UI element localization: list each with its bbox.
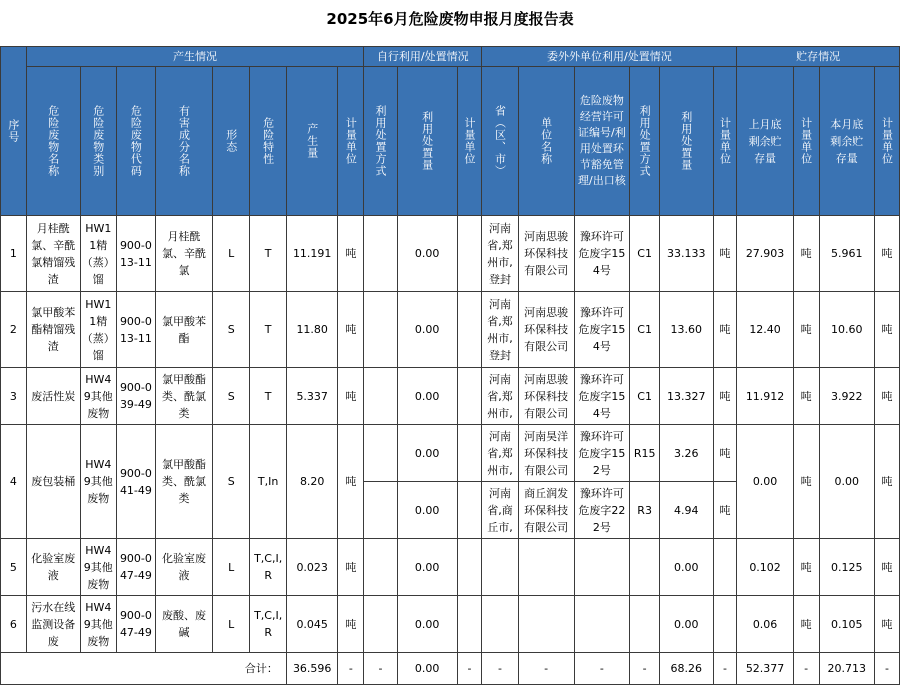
cell-waste-code: 900-047-49 [116, 596, 155, 653]
cell-cur-unit: 吨 [874, 292, 899, 368]
header-self-amount: 利用处置量 [397, 67, 457, 216]
cell-prev-unit: 吨 [793, 539, 819, 596]
cell-out-unit [713, 539, 737, 596]
cell-seq: 4 [1, 425, 27, 539]
cell-unit: 吨 [338, 292, 364, 368]
header-seq: 序号 [1, 47, 27, 216]
cell-company: 商丘润发环保科技有限公司 [518, 482, 574, 539]
cell-province: 河南省,商丘市, [482, 482, 518, 539]
cell-cur-stock: 5.961 [819, 216, 874, 292]
header-prev-unit: 计量单位 [793, 67, 819, 216]
cell-amount: 0.045 [286, 596, 338, 653]
cell-cur-unit: 吨 [874, 425, 899, 539]
cell-self-unit [457, 368, 482, 425]
cell-company [518, 596, 574, 653]
cell-waste-category: HW49其他废物 [80, 539, 116, 596]
cell-cur-stock: 0.105 [819, 596, 874, 653]
header-form: 形态 [213, 67, 250, 216]
cell-self-method [364, 368, 397, 425]
header-company: 单位名称 [518, 67, 574, 216]
total-license: - [574, 653, 630, 685]
cell-unit: 吨 [338, 539, 364, 596]
header-production: 产生情况 [26, 47, 363, 67]
cell-out-unit: 吨 [713, 368, 737, 425]
cell-license: 豫环许可危废字154号 [574, 368, 630, 425]
total-unit: - [338, 653, 364, 685]
header-cur-stock: 本月底剩余贮存量 [819, 67, 874, 216]
cell-hazard: T,In [250, 425, 287, 539]
cell-province [482, 596, 518, 653]
header-hazard: 危险特性 [250, 67, 287, 216]
total-out-method: - [630, 653, 660, 685]
report-table [0, 46, 900, 685]
cell-waste-name: 氯甲酸苯酯精馏残渣 [26, 292, 80, 368]
cell-cur-stock: 10.60 [819, 292, 874, 368]
header-harmful: 有害成分名称 [156, 67, 213, 216]
cell-amount: 11.80 [286, 292, 338, 368]
cell-self-amount: 0.00 [397, 596, 457, 653]
cell-cur-stock: 0.00 [819, 425, 874, 539]
cell-hazard: T,C,I,R [250, 539, 287, 596]
cell-form: L [213, 216, 250, 292]
cell-self-method [364, 596, 397, 653]
cell-out-method [630, 596, 660, 653]
cell-cur-unit: 吨 [874, 596, 899, 653]
cell-self-method [364, 216, 397, 292]
cell-seq: 3 [1, 368, 27, 425]
header-waste-code: 危险废物代码 [116, 67, 155, 216]
cell-license: 豫环许可危废字152号 [574, 425, 630, 482]
cell-out-unit: 吨 [713, 482, 737, 539]
cell-amount: 11.191 [286, 216, 338, 292]
cell-unit: 吨 [338, 216, 364, 292]
cell-cur-unit: 吨 [874, 216, 899, 292]
cell-waste-name: 污水在线监测设备废 [26, 596, 80, 653]
cell-waste-code: 900-013-11 [116, 292, 155, 368]
cell-self-amount: 0.00 [397, 292, 457, 368]
cell-self-amount: 0.00 [397, 425, 457, 482]
cell-amount: 0.023 [286, 539, 338, 596]
cell-self-unit [457, 216, 482, 292]
header-province: 省（区、市） [482, 67, 518, 216]
cell-out-amount: 3.26 [660, 425, 714, 482]
cell-unit: 吨 [338, 596, 364, 653]
cell-prev-stock: 11.912 [737, 368, 793, 425]
cell-waste-category: HW49其他废物 [80, 596, 116, 653]
cell-self-amount: 0.00 [397, 368, 457, 425]
total-out-amount: 68.26 [660, 653, 714, 685]
cell-self-unit [457, 539, 482, 596]
cell-waste-code: 900-041-49 [116, 425, 155, 539]
cell-out-method: C1 [630, 368, 660, 425]
cell-seq: 5 [1, 539, 27, 596]
header-outsource: 委外外单位利用/处置情况 [482, 47, 737, 67]
cell-province [482, 539, 518, 596]
total-row [1, 653, 900, 685]
total-prev-stock: 52.377 [737, 653, 793, 685]
cell-cur-stock: 3.922 [819, 368, 874, 425]
total-self-amount: 0.00 [397, 653, 457, 685]
cell-harmful: 氯甲酸酯类、酰氯类 [156, 425, 213, 539]
cell-license: 豫环许可危废字154号 [574, 292, 630, 368]
cell-self-method [364, 292, 397, 368]
table-row [1, 292, 900, 368]
header-group-row [1, 47, 900, 67]
cell-form: L [213, 539, 250, 596]
total-province: - [482, 653, 518, 685]
cell-form: L [213, 596, 250, 653]
cell-self-unit [457, 596, 482, 653]
cell-company: 河南昊洋环保科技有限公司 [518, 425, 574, 482]
cell-license: 豫环许可危废字222号 [574, 482, 630, 539]
cell-waste-name: 废活性炭 [26, 368, 80, 425]
total-out-unit: - [713, 653, 737, 685]
cell-self-unit [457, 425, 482, 482]
cell-self-amount: 0.00 [397, 539, 457, 596]
cell-self-method [364, 425, 397, 482]
total-prev-unit: - [793, 653, 819, 685]
cell-company: 河南思骏环保科技有限公司 [518, 216, 574, 292]
cell-hazard: T [250, 368, 287, 425]
cell-seq: 6 [1, 596, 27, 653]
cell-self-amount: 0.00 [397, 482, 457, 539]
cell-company [518, 539, 574, 596]
header-self-method: 利用处置方式 [364, 67, 397, 216]
cell-unit: 吨 [338, 425, 364, 539]
cell-out-amount: 33.133 [660, 216, 714, 292]
total-cur-unit: - [874, 653, 899, 685]
header-waste-name: 危险废物名称 [26, 67, 80, 216]
header-out-unit: 计量单位 [713, 67, 737, 216]
cell-harmful: 月桂酰氯、辛酰氯 [156, 216, 213, 292]
total-self-unit: - [457, 653, 482, 685]
cell-cur-stock: 0.125 [819, 539, 874, 596]
cell-province: 河南省,郑州市,登封 [482, 292, 518, 368]
cell-self-method [364, 539, 397, 596]
cell-company: 河南思骏环保科技有限公司 [518, 368, 574, 425]
cell-waste-code: 900-039-49 [116, 368, 155, 425]
cell-out-amount: 4.94 [660, 482, 714, 539]
cell-prev-stock: 0.06 [737, 596, 793, 653]
cell-form: S [213, 292, 250, 368]
cell-out-unit: 吨 [713, 425, 737, 482]
cell-harmful: 废酸、废碱 [156, 596, 213, 653]
total-cur-stock: 20.713 [819, 653, 874, 685]
cell-out-amount: 0.00 [660, 539, 714, 596]
cell-hazard: T,C,I,R [250, 596, 287, 653]
cell-self-method [364, 482, 397, 539]
cell-waste-category: HW11精（蒸）馏 [80, 216, 116, 292]
cell-unit: 吨 [338, 368, 364, 425]
cell-waste-code: 900-013-11 [116, 216, 155, 292]
cell-hazard: T [250, 292, 287, 368]
header-out-amount: 利用处置量 [660, 67, 714, 216]
total-company: - [518, 653, 574, 685]
header-prev-stock: 上月底剩余贮存量 [737, 67, 793, 216]
cell-cur-unit: 吨 [874, 539, 899, 596]
cell-prev-stock: 0.00 [737, 425, 793, 539]
total-label-cell [1, 653, 287, 685]
cell-waste-code: 900-047-49 [116, 539, 155, 596]
cell-out-method [630, 539, 660, 596]
cell-out-unit [713, 596, 737, 653]
cell-self-unit [457, 482, 482, 539]
cell-out-amount: 13.327 [660, 368, 714, 425]
header-out-method: 利用处置方式 [630, 67, 660, 216]
cell-out-method: C1 [630, 292, 660, 368]
header-waste-category: 危险废物类别 [80, 67, 116, 216]
table-row [1, 539, 900, 596]
cell-form: S [213, 425, 250, 539]
cell-company: 河南思骏环保科技有限公司 [518, 292, 574, 368]
header-cur-unit: 计量单位 [874, 67, 899, 216]
cell-out-amount: 0.00 [660, 596, 714, 653]
cell-waste-category: HW11精（蒸）馏 [80, 292, 116, 368]
total-amount: 36.596 [286, 653, 338, 685]
cell-out-method: R15 [630, 425, 660, 482]
cell-license [574, 539, 630, 596]
cell-license: 豫环许可危废字154号 [574, 216, 630, 292]
cell-out-amount: 13.60 [660, 292, 714, 368]
total-self-method: - [364, 653, 397, 685]
table-row [1, 368, 900, 425]
cell-province: 河南省,郑州市,登封 [482, 216, 518, 292]
cell-province: 河南省,郑州市, [482, 368, 518, 425]
cell-seq: 2 [1, 292, 27, 368]
cell-prev-unit: 吨 [793, 596, 819, 653]
header-storage: 贮存情况 [737, 47, 900, 67]
cell-harmful: 氯甲酸酯类、酰氯类 [156, 368, 213, 425]
cell-self-unit [457, 292, 482, 368]
cell-out-method: R3 [630, 482, 660, 539]
cell-waste-name: 废包装桶 [26, 425, 80, 539]
cell-prev-unit: 吨 [793, 368, 819, 425]
cell-cur-unit: 吨 [874, 368, 899, 425]
cell-form: S [213, 368, 250, 425]
cell-prev-stock: 27.903 [737, 216, 793, 292]
cell-harmful: 化验室废液 [156, 539, 213, 596]
cell-out-unit: 吨 [713, 292, 737, 368]
cell-prev-unit: 吨 [793, 216, 819, 292]
table-row [1, 425, 900, 482]
cell-hazard: T [250, 216, 287, 292]
header-license: 危险废物经营许可证编号/利用处置环节豁免管理/出口核 [574, 67, 630, 216]
cell-seq: 1 [1, 216, 27, 292]
cell-out-unit: 吨 [713, 216, 737, 292]
header-self-unit: 计量单位 [457, 67, 482, 216]
header-column-row [1, 67, 900, 216]
cell-out-method: C1 [630, 216, 660, 292]
header-amount: 产生量 [286, 67, 338, 216]
total-label: 合计： [244, 662, 278, 675]
cell-prev-stock: 0.102 [737, 539, 793, 596]
header-unit: 计量单位 [338, 67, 364, 216]
table-row [1, 596, 900, 653]
cell-waste-name: 化验室废液 [26, 539, 80, 596]
cell-prev-stock: 12.40 [737, 292, 793, 368]
cell-harmful: 氯甲酸苯酯 [156, 292, 213, 368]
cell-prev-unit: 吨 [793, 425, 819, 539]
cell-province: 河南省,郑州市, [482, 425, 518, 482]
cell-amount: 5.337 [286, 368, 338, 425]
cell-license [574, 596, 630, 653]
table-row [1, 216, 900, 292]
cell-waste-name: 月桂酰氯、辛酰氯精馏残渣 [26, 216, 80, 292]
cell-prev-unit: 吨 [793, 292, 819, 368]
cell-waste-category: HW49其他废物 [80, 368, 116, 425]
cell-self-amount: 0.00 [397, 216, 457, 292]
cell-waste-category: HW49其他废物 [80, 425, 116, 539]
page-title: 2025年6月危险废物申报月度报告表 [326, 10, 574, 28]
cell-amount: 8.20 [286, 425, 338, 539]
header-self: 自行利用/处置情况 [364, 47, 482, 67]
